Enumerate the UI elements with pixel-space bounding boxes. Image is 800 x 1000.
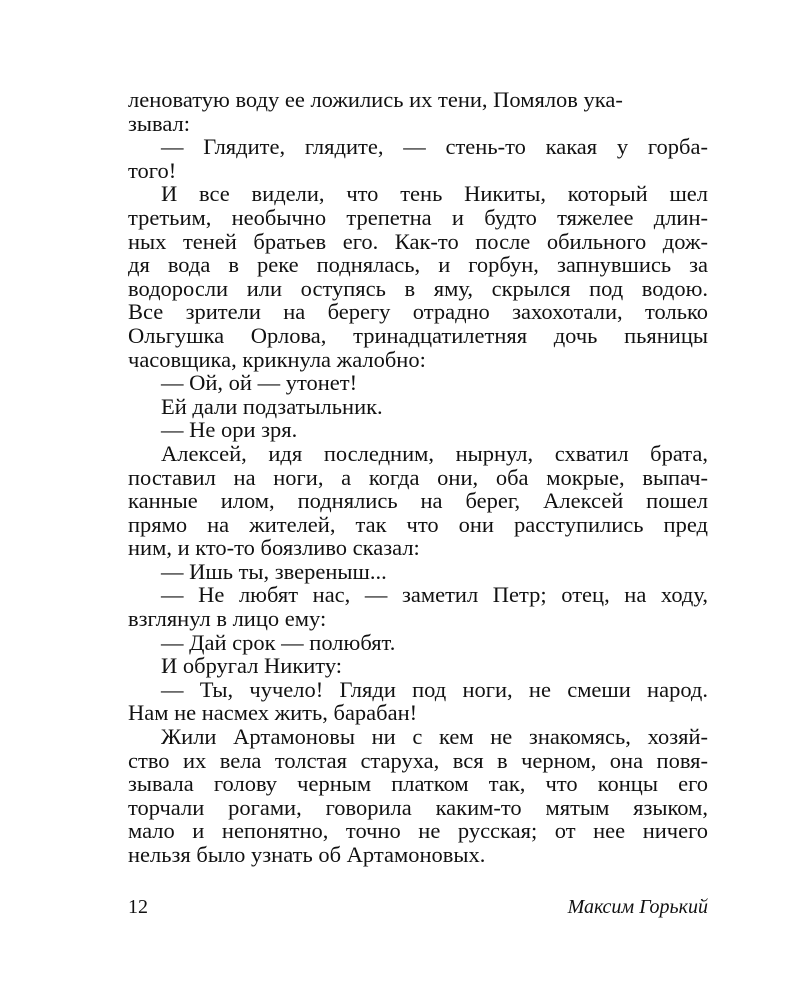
text-line: Ольгушка Орлова, тринадцатилетняя дочь пьяницы [128, 322, 708, 348]
text-line: — Не ори зря. [161, 417, 298, 443]
text-line: Все зрители на берегу отрадно захохотали, только [128, 299, 708, 325]
text-line: зывала голову черным платком так, что концы его [128, 771, 708, 797]
text-line: ним, и кто-то боязливо сказал: [128, 535, 420, 561]
text-line: дя вода в реке поднялась, и горбун, запнувшись за [128, 252, 708, 278]
text-line: третьим, необычно трепетна и будто тяжелее длин- [128, 204, 708, 230]
text-line: мало и непонятно, точно не русская; от нее ничего [128, 818, 708, 844]
text-line: — Ты, чучело! Гляди под ноги, не смеши народ. [161, 676, 708, 702]
text-line: канные илом, поднялись на берег, Алексей пошел [128, 488, 708, 514]
text-line: — Глядите, глядите, — стень-то какая у горба- [161, 134, 708, 160]
body-text [128, 88, 708, 867]
text-line: Нам не насмех жить, барабан! [128, 700, 418, 726]
text-line: — Не любят нас, — заметил Петр; отец, на ходу, [161, 582, 708, 608]
text-line: водоросли или оступясь в яму, скрылся под водою. [128, 275, 708, 301]
text-line: прямо на жителей, так что они расступились пред [128, 511, 708, 537]
text-line: — Ишь ты, звереныш... [161, 558, 387, 584]
text-line: часовщика, крикнула жалобно: [128, 346, 426, 372]
text-line: Жили Артамоновы ни с кем не знакомясь, хозяй- [161, 724, 708, 750]
text-line: поставил на ноги, а когда они, оба мокрые, выпач- [128, 464, 708, 490]
page-footer [128, 896, 708, 924]
text-line: Алексей, идя последним, нырнул, схватил брата, [161, 440, 708, 466]
text-line: нельзя было узнать об Артамоновых. [128, 842, 486, 867]
text-line: — Дай срок — полюбят. [161, 629, 396, 655]
text-line: зывал: [128, 110, 190, 136]
text-line: И обругал Никиту: [161, 653, 343, 679]
text-line: И все видели, что тень Никиты, который шел [161, 181, 708, 207]
page-number: 12 [128, 896, 148, 918]
text-line: ных теней братьев его. Как-то после обильного дож- [128, 228, 708, 254]
text-line: ство их вела толстая старуха, вся в черном, она повя- [128, 747, 708, 773]
text-line: торчали рогами, говорила каким-то мятым языком, [128, 794, 708, 820]
running-author: Максим Горький [567, 896, 708, 918]
text-line: взглянул в лицо ему: [128, 606, 327, 632]
text-line: — Ой, ой — утонет! [161, 370, 358, 396]
text-line: Ей дали подзатыльник. [161, 393, 383, 419]
text-line: леноватую воду ее ложились их тени, Помялов ука- [128, 87, 623, 112]
text-line: того! [128, 157, 177, 183]
